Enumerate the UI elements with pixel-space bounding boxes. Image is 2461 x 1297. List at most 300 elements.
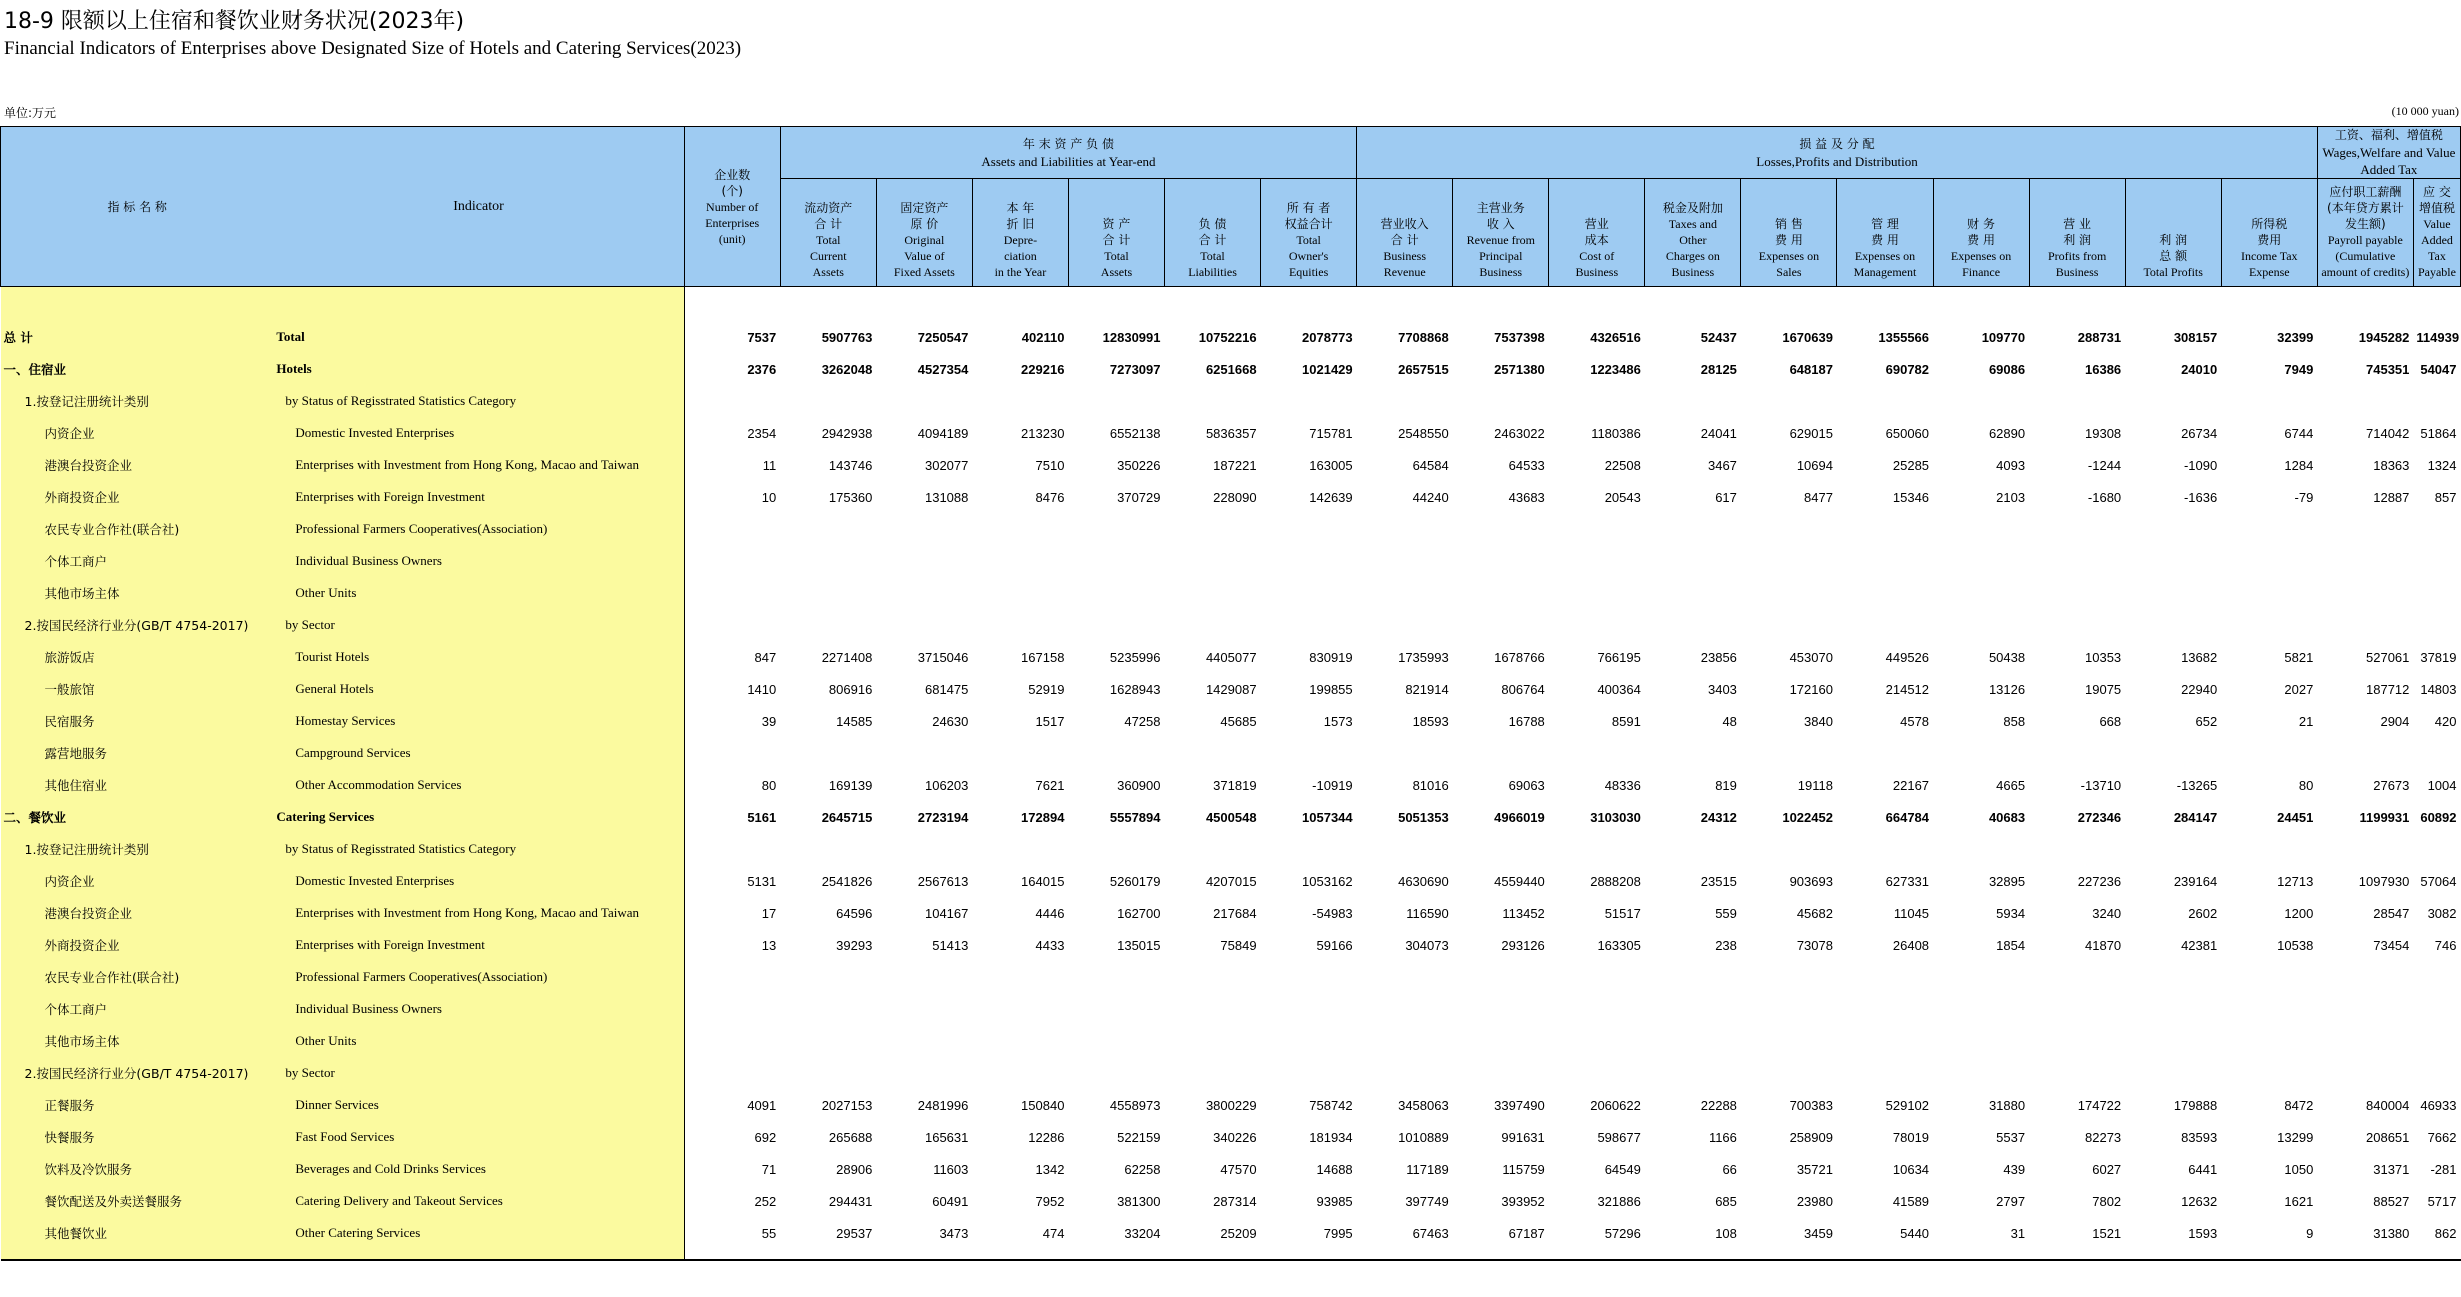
value-cell: 116590 (1406, 905, 1449, 921)
value-cell (1933, 993, 2029, 1025)
value-cell: 1628943 (1109, 681, 1161, 697)
value-cell: 19118 (1797, 777, 1833, 793)
value-cell: 681475 (924, 681, 969, 697)
value-cell: 69063 (1508, 777, 1545, 793)
value-cell (1068, 545, 1164, 577)
column-header (1453, 179, 1549, 287)
column-header-en: Total Profits (2143, 265, 2203, 279)
value-cell: 5557894 (1109, 809, 1161, 825)
value-cell: 55 (761, 1225, 777, 1241)
value-cell: 12713 (2277, 873, 2314, 889)
value-cell: 668 (2099, 713, 2122, 729)
value-cell (1453, 577, 1549, 609)
value-cell: 67463 (1412, 1225, 1449, 1241)
value-cell (1741, 545, 1837, 577)
row-label-en: General Hotels (273, 673, 684, 705)
value-cell: 3397490 (1494, 1097, 1545, 1113)
value-cell: 25285 (1892, 457, 1930, 473)
value-cell: 272346 (2077, 809, 2122, 825)
value-cell (1068, 1057, 1164, 1089)
value-cell: 6251668 (1205, 361, 1257, 377)
value-cell: 19075 (2085, 681, 2122, 697)
end-cell (2413, 1249, 2460, 1260)
value-cell: 51517 (1604, 905, 1641, 921)
value-cell (1261, 1025, 1357, 1057)
value-cell (1068, 385, 1164, 417)
value-cell (684, 385, 780, 417)
value-cell: 57064 (2420, 873, 2457, 889)
row-label-en: Campground Services (273, 737, 684, 769)
row-label-cn: 1.按登记注册统计类别 (1, 385, 274, 417)
column-header (972, 179, 1068, 287)
value-cell (1165, 545, 1261, 577)
value-cell: 108 (1715, 1225, 1737, 1241)
row-label-en: Hotels (273, 353, 684, 385)
end-cell (1357, 1249, 1453, 1260)
value-cell (1645, 577, 1741, 609)
value-cell: 2797 (1996, 1193, 2026, 1209)
indicator-label-cn: 指 标 名 称 (107, 199, 167, 214)
row-label-cn: 外商投资企业 (1, 481, 274, 513)
column-header-en: Cost of Business (1575, 249, 1619, 279)
value-cell: 252 (754, 1193, 777, 1209)
column-header-en: Income Tax Expense (2240, 249, 2298, 279)
value-cell: 46933 (2420, 1097, 2457, 1113)
value-cell (1068, 737, 1164, 769)
row-label-en: Individual Business Owners (273, 545, 684, 577)
value-cell: -281 (2430, 1161, 2457, 1177)
value-cell (1261, 993, 1357, 1025)
losses-profits-group-header-cn: 损 益 及 分 配 (1799, 136, 1875, 151)
value-cell: 340226 (1213, 1129, 1257, 1145)
spacer-cell (1933, 287, 2029, 322)
value-cell (1068, 609, 1164, 641)
value-cell: 1166 (1708, 1129, 1737, 1145)
value-cell: 163305 (1597, 937, 1641, 953)
value-cell (2029, 609, 2125, 641)
value-cell (780, 737, 876, 769)
value-cell (1453, 1025, 1549, 1057)
value-cell: 13126 (1988, 681, 2026, 697)
value-cell (780, 513, 876, 545)
value-cell: 7995 (1323, 1225, 1353, 1241)
value-cell (1741, 1025, 1837, 1057)
end-row (1, 1249, 2461, 1260)
value-cell: 24630 (932, 713, 969, 729)
value-cell: 2567613 (917, 873, 969, 889)
row-label-cn: 一、住宿业 (1, 353, 274, 385)
value-cell (1837, 993, 1933, 1025)
end-cell (780, 1249, 876, 1260)
row-label-cn: 总 计 (1, 321, 274, 353)
value-cell: 6027 (2092, 1161, 2122, 1177)
table-body (1, 287, 2461, 1261)
value-cell (2413, 1057, 2460, 1089)
value-cell: 1429087 (1205, 681, 1257, 697)
value-cell (1165, 737, 1261, 769)
value-cell (2221, 385, 2317, 417)
value-cell: 3800229 (1205, 1097, 1257, 1113)
value-cell: 2376 (747, 361, 777, 377)
table-row (1, 417, 2461, 449)
value-cell: 12286 (1028, 1129, 1065, 1145)
value-cell: 47570 (1220, 1161, 1257, 1177)
value-cell (2125, 609, 2221, 641)
value-cell (876, 833, 972, 865)
value-cell: 7708868 (1398, 329, 1449, 345)
value-cell: -13710 (2080, 777, 2122, 793)
column-header-en: Total Assets (1100, 249, 1133, 279)
value-cell (1453, 385, 1549, 417)
row-label-en: Catering Delivery and Takeout Services (273, 1185, 684, 1217)
table-row (1, 1057, 2461, 1089)
value-cell (780, 961, 876, 993)
value-cell: 228090 (1213, 489, 1257, 505)
value-cell (684, 609, 780, 641)
value-cell (1261, 833, 1357, 865)
value-cell (2413, 833, 2460, 865)
value-cell: 400364 (1597, 681, 1641, 697)
value-cell (972, 961, 1068, 993)
value-cell: 1517 (1035, 713, 1065, 729)
row-label-en: by Status of Regisstrated Statistics Category (273, 385, 684, 417)
value-cell: 1200 (2284, 905, 2314, 921)
value-cell: 50438 (1988, 649, 2026, 665)
row-label-en: by Status of Regisstrated Statistics Category (273, 833, 684, 865)
value-cell (876, 545, 972, 577)
value-cell (972, 833, 1068, 865)
row-label-cn: 2.按国民经济行业分(GB/T 4754-2017) (1, 609, 274, 641)
value-cell (2029, 1025, 2125, 1057)
value-cell: 627331 (1885, 873, 1930, 889)
value-cell: -54983 (1312, 905, 1353, 921)
value-cell (1357, 961, 1453, 993)
value-cell: 41870 (2085, 937, 2122, 953)
value-cell: 830919 (1309, 649, 1353, 665)
value-cell (1357, 545, 1453, 577)
value-cell: 474 (1042, 1225, 1065, 1241)
value-cell: 4559440 (1494, 873, 1545, 889)
column-header-cn: 固定资产 原 价 (900, 201, 949, 231)
row-label-cn: 个体工商户 (1, 993, 274, 1025)
value-cell: 10752216 (1198, 329, 1257, 345)
value-cell: 598677 (1597, 1129, 1641, 1145)
value-cell: -1680 (2087, 489, 2122, 505)
value-cell (1068, 833, 1164, 865)
value-cell (1357, 1025, 1453, 1057)
value-cell (2317, 833, 2413, 865)
column-header-en: Expenses on Finance (1950, 249, 2012, 279)
value-cell (1549, 385, 1645, 417)
value-cell: 1670639 (1782, 329, 1833, 345)
value-cell: 1050 (2284, 1161, 2314, 1177)
value-cell: 715781 (1309, 425, 1353, 441)
value-cell: 106203 (924, 777, 969, 793)
table-row (1, 769, 2461, 801)
value-cell: 14585 (836, 713, 873, 729)
table-row (1, 1089, 2461, 1121)
value-cell (1837, 961, 1933, 993)
row-label-cn: 其他市场主体 (1, 577, 274, 609)
value-cell: 28547 (2373, 905, 2410, 921)
value-cell: 7662 (2427, 1129, 2457, 1145)
value-cell: 3715046 (917, 649, 969, 665)
value-cell (780, 833, 876, 865)
value-cell: 19308 (2085, 425, 2122, 441)
value-cell: 293126 (1501, 937, 1545, 953)
row-label-en: Professional Farmers Cooperatives(Association) (273, 513, 684, 545)
value-cell: 104167 (924, 905, 969, 921)
value-cell: 7510 (1035, 457, 1065, 473)
value-cell (1453, 1057, 1549, 1089)
end-cell (876, 1249, 972, 1260)
value-cell: 7537 (747, 329, 777, 345)
value-cell (2029, 737, 2125, 769)
value-cell (780, 577, 876, 609)
value-cell: 1022452 (1782, 809, 1833, 825)
value-cell (1645, 833, 1741, 865)
spacer-cell (2221, 287, 2317, 322)
value-cell: 1057344 (1302, 809, 1353, 825)
value-cell: 714042 (2366, 425, 2410, 441)
value-cell (2221, 1057, 2317, 1089)
value-cell: 903693 (1789, 873, 1833, 889)
table-row (1, 449, 2461, 481)
value-cell: 5907763 (821, 329, 873, 345)
value-cell: 11045 (1893, 905, 1930, 921)
value-cell: 648187 (1789, 361, 1833, 377)
value-cell: 31371 (2373, 1161, 2410, 1177)
value-cell: 4446 (1035, 905, 1065, 921)
row-label-en: Other Units (273, 1025, 684, 1057)
value-cell (1549, 737, 1645, 769)
value-cell: 113452 (1502, 905, 1545, 921)
column-header-en: Expenses on Management (1853, 249, 1917, 279)
value-cell: 3459 (1804, 1225, 1833, 1241)
value-cell: 350226 (1117, 457, 1161, 473)
value-cell: 43683 (1508, 489, 1545, 505)
value-cell: 360900 (1117, 777, 1161, 793)
value-cell: 629015 (1789, 425, 1833, 441)
value-cell: 5051353 (1398, 809, 1449, 825)
column-header-en: Original Value of Fixed Assets (893, 233, 955, 279)
value-cell: 6552138 (1109, 425, 1161, 441)
value-cell: 7250547 (917, 329, 969, 345)
value-cell: 2541826 (821, 873, 873, 889)
value-cell: 22940 (2181, 681, 2218, 697)
value-cell (2221, 1025, 2317, 1057)
value-cell (1837, 385, 1933, 417)
value-cell: 8477 (1804, 489, 1833, 505)
value-cell: 5821 (2284, 649, 2314, 665)
value-cell: 16386 (2085, 361, 2122, 377)
value-cell: 652 (2195, 713, 2218, 729)
table-row (1, 897, 2461, 929)
value-cell: 23515 (1700, 873, 1737, 889)
value-cell (1837, 1057, 1933, 1089)
end-cell (2221, 1249, 2317, 1260)
value-cell (2221, 545, 2317, 577)
value-cell: 2463022 (1494, 425, 1545, 441)
losses-profits-group-header (1357, 127, 2318, 179)
value-cell: 31880 (1988, 1097, 2026, 1113)
value-cell (1645, 1025, 1741, 1057)
value-cell: 857 (2434, 489, 2457, 505)
unit-label-en: (10 000 yuan) (2391, 104, 2459, 118)
row-label-cn: 其他住宿业 (1, 769, 274, 801)
value-cell: 93985 (1316, 1193, 1353, 1209)
value-cell: 33204 (1124, 1225, 1161, 1241)
value-cell: 1223486 (1590, 361, 1641, 377)
value-cell: 12887 (2373, 489, 2410, 505)
value-cell: 5836357 (1205, 425, 1257, 441)
value-cell (1261, 737, 1357, 769)
value-cell (972, 513, 1068, 545)
value-cell (1453, 737, 1549, 769)
value-cell (1741, 513, 1837, 545)
column-header (1261, 179, 1357, 287)
row-label-cn: 港澳台投资企业 (1, 449, 274, 481)
end-cell (1261, 1249, 1357, 1260)
value-cell (1933, 385, 2029, 417)
value-cell (1261, 577, 1357, 609)
value-cell (2029, 1057, 2125, 1089)
value-cell: 27673 (2373, 777, 2410, 793)
column-header-cn: 应付职工薪酬 (本年贷方累计 发生额) (2327, 185, 2404, 231)
end-cell (1549, 1249, 1645, 1260)
value-cell: 4207015 (1205, 873, 1257, 889)
value-cell: 217684 (1213, 905, 1257, 921)
assets-liabilities-group-header-en: Assets and Liabilities at Year-end (981, 153, 1156, 169)
wages-welfare-group-header-en: Wages,Welfare and Value Added Tax (2322, 145, 2456, 177)
enterprises-label-cn: 企业数 (个) (714, 167, 751, 198)
value-cell: 4630690 (1398, 873, 1449, 889)
spacer-cell (1068, 287, 1164, 322)
value-cell: 5537 (1996, 1129, 2026, 1145)
row-label-en: Other Accommodation Services (273, 769, 684, 801)
value-cell: 142639 (1309, 489, 1353, 505)
value-cell: 62890 (1988, 425, 2026, 441)
value-cell: 321886 (1597, 1193, 1641, 1209)
value-cell (1357, 737, 1453, 769)
column-header (1068, 179, 1164, 287)
value-cell: 7802 (2092, 1193, 2122, 1209)
table-row (1, 545, 2461, 577)
value-cell (2029, 961, 2125, 993)
row-label-en: Enterprises with Foreign Investment (273, 929, 684, 961)
table-row (1, 481, 2461, 513)
row-label-cn: 农民专业合作社(联合社) (1, 961, 274, 993)
value-cell: 288731 (2077, 329, 2122, 345)
value-cell: 117189 (1406, 1161, 1449, 1177)
value-cell (876, 577, 972, 609)
value-cell: -79 (2294, 489, 2314, 505)
value-cell: 2354 (747, 425, 777, 441)
spacer-cell (273, 287, 684, 322)
value-cell: 13299 (2277, 1129, 2314, 1145)
value-cell (2317, 609, 2413, 641)
spacer-cell (780, 287, 876, 322)
indicator-header-cn (1, 127, 274, 287)
value-cell (2125, 833, 2221, 865)
value-cell: 51413 (932, 937, 969, 953)
row-label-cn: 正餐服务 (1, 1089, 274, 1121)
indicator-label-en: Indicator (453, 198, 504, 214)
end-cell (1933, 1249, 2029, 1260)
value-cell (972, 609, 1068, 641)
value-cell (972, 545, 1068, 577)
value-cell: 393952 (1501, 1193, 1545, 1209)
value-cell (2413, 545, 2460, 577)
value-cell (1933, 513, 2029, 545)
value-cell (1068, 1025, 1164, 1057)
row-label-en: Fast Food Services (273, 1121, 684, 1153)
table-row (1, 737, 2461, 769)
value-cell (2029, 577, 2125, 609)
column-header (2317, 179, 2413, 287)
table-row (1, 513, 2461, 545)
row-label-en: by Sector (273, 609, 684, 641)
column-header-cn: 管 理 费 用 (1871, 217, 1899, 247)
table-row (1, 865, 2461, 897)
value-cell: 3082 (2427, 905, 2457, 921)
value-cell: 5934 (1996, 905, 2026, 921)
value-cell (876, 993, 972, 1025)
value-cell (1645, 545, 1741, 577)
value-cell: 4558973 (1109, 1097, 1161, 1113)
value-cell (1837, 737, 1933, 769)
value-cell (972, 577, 1068, 609)
value-cell: 64549 (1604, 1161, 1641, 1177)
value-cell (2125, 1057, 2221, 1089)
value-cell: 82273 (2085, 1129, 2122, 1145)
value-cell: 174722 (2077, 1097, 2122, 1113)
value-cell: 14803 (2420, 681, 2457, 697)
value-cell: 4527354 (917, 361, 969, 377)
value-cell: 402110 (1021, 329, 1065, 345)
value-cell: 37819 (2420, 649, 2457, 665)
table-row (1, 673, 2461, 705)
value-cell: 4966019 (1494, 809, 1545, 825)
value-cell: 1097930 (2358, 873, 2410, 889)
table-row (1, 577, 2461, 609)
value-cell: 1010889 (1398, 1129, 1449, 1145)
value-cell: 4405077 (1205, 649, 1257, 665)
losses-profits-group-header-en: Losses,Profits and Distribution (1756, 153, 1918, 169)
value-cell: 685 (1715, 1193, 1737, 1209)
value-cell: 8472 (2284, 1097, 2314, 1113)
value-cell: 25209 (1220, 1225, 1257, 1241)
value-cell: 18363 (2373, 457, 2410, 473)
value-cell (2029, 993, 2125, 1025)
value-cell: 1053162 (1302, 873, 1353, 889)
value-cell: 83593 (2181, 1129, 2218, 1145)
value-cell: 163005 (1309, 457, 1353, 473)
row-label-cn: 民宿服务 (1, 705, 274, 737)
value-cell: 858 (2003, 713, 2026, 729)
value-cell: 28906 (836, 1161, 873, 1177)
value-cell: 143746 (828, 457, 873, 473)
table-row (1, 385, 2461, 417)
value-cell (1549, 993, 1645, 1025)
value-cell: 20543 (1604, 489, 1641, 505)
value-cell: 664784 (1885, 809, 1930, 825)
row-label-cn: 二、餐饮业 (1, 801, 274, 833)
value-cell: 213230 (1021, 425, 1065, 441)
row-label-en: Other Catering Services (273, 1217, 684, 1249)
table-row (1, 801, 2461, 833)
value-cell: 41589 (1892, 1193, 1930, 1209)
